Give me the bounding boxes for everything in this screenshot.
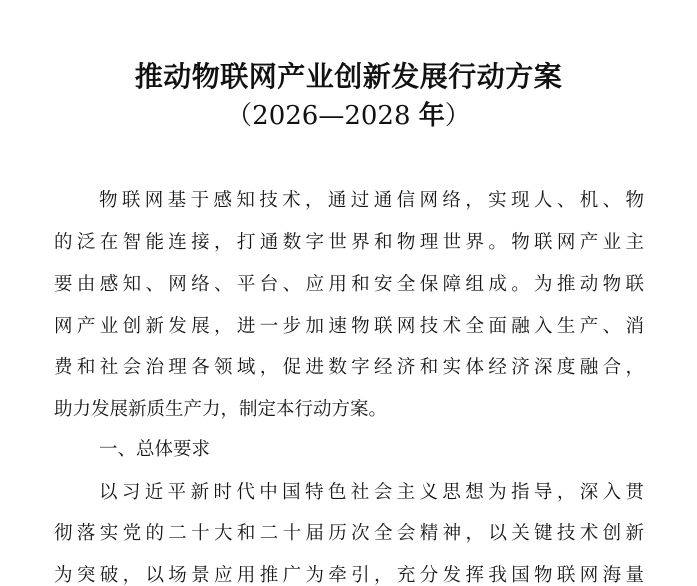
paragraph-1-line: 物联网基于感知技术，通过通信网络，实现人、机、物 [99, 190, 644, 211]
subtitle-year-range: （2026—2028 [226, 101, 419, 131]
section-heading: 一、总体要求 [99, 439, 211, 460]
paragraph-2-line: 彻落实党的二十大和二十届历次全会精神，以关键技术创新 [54, 523, 644, 544]
document-subtitle [0, 97, 697, 135]
document-title: 推动物联网产业创新发展行动方案 [134, 60, 563, 93]
subtitle-close: ） [444, 101, 471, 131]
paragraph-1-line: 助力发展新质生产力，制定本行动方案。 [54, 399, 388, 420]
paragraph-1-line: 费和社会治理各领域，促进数字经济和实体经济深度融合， [54, 357, 644, 378]
paragraph-1-line: 要由感知、网络、平台、应用和安全保障组成。为推动物联 [54, 274, 644, 295]
paragraph-2-line: 为突破，以场景应用推广为牵引，充分发挥我国物联网海量 [54, 565, 644, 586]
paragraph-2-line: 以习近平新时代中国特色社会主义思想为指导，深入贯 [99, 482, 644, 503]
paragraph-1-line: 网产业创新发展，进一步加速物联网技术全面融入生产、消 [54, 316, 644, 337]
paragraph-1-line: 的泛在智能连接，打通数字世界和物理世界。物联网产业主 [54, 232, 644, 253]
subtitle-year-char: 年 [418, 101, 445, 131]
